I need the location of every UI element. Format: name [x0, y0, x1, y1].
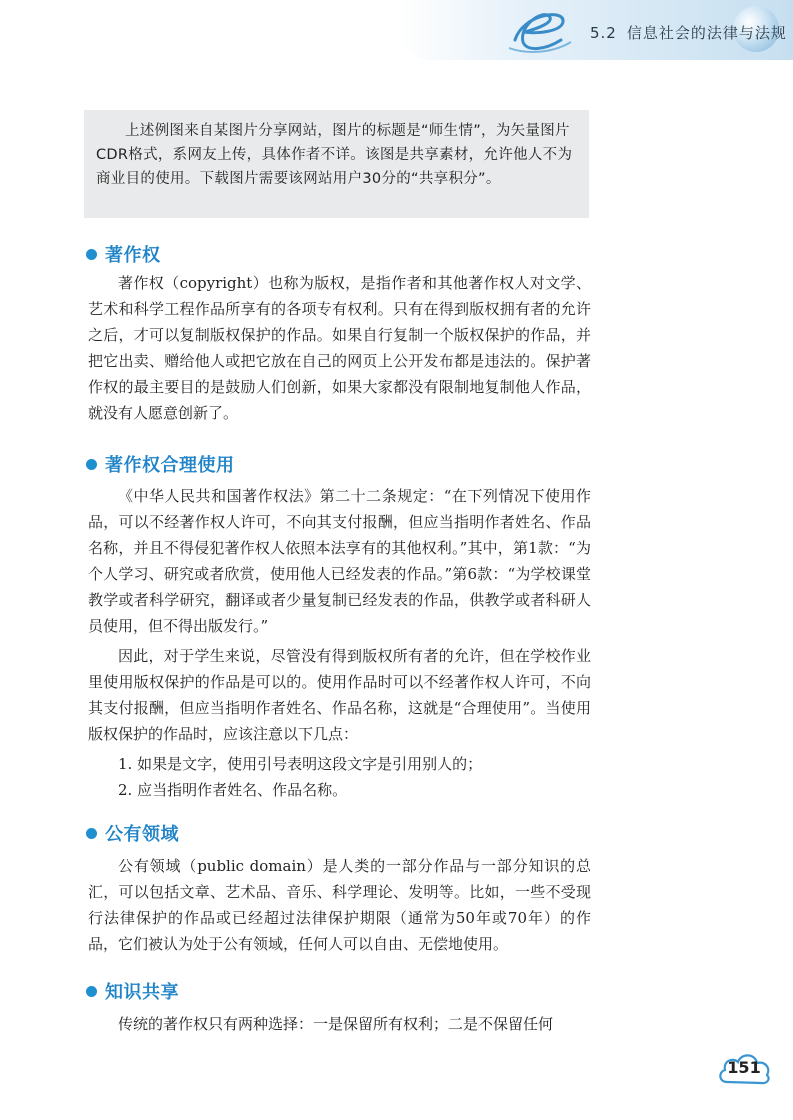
- bullet-icon: [86, 828, 97, 839]
- example-note-box: [84, 110, 589, 218]
- section-heading-public-domain: 公有领域: [86, 820, 179, 846]
- section-heading-copyright: 著作权: [86, 241, 161, 267]
- running-header: [590, 22, 787, 43]
- list-item: 1. 如果是文字，使用引号表明这段文字是引用别人的；: [118, 755, 483, 773]
- section-heading-knowledge-sharing: 知识共享: [86, 978, 179, 1004]
- bullet-icon: [86, 249, 97, 260]
- paragraph: 因此，对于学生来说，尽管没有得到版权所有者的允许，但在学校作业里使用版权保护的作品是可以的。使用作品时可以不经著作权人许可，不向其支付报酬，但应当指明作者姓名、作品名称，这就是“合理使用”。当使用版权保护的作品时，应该注意以下几点：: [88, 647, 591, 743]
- paragraph: 公有领域（public domain）是人类的一部分作品与一部分知识的总汇，可以包括文章、艺术品、音乐、科学理论、发明等。比如，一些不受现行法律保护的作品或已经超过法律保护期限（通常为50年或70年）的作品，它们被认为处于公有领域，任何人可以自由、无偿地使用。: [88, 857, 591, 953]
- note-text: 上述例图来自某图片分享网站，图片的标题是“师生情”，为矢量图片CDR格式，系网友上传，具体作者不详。该图是共享素材，允许他人不为商业目的使用。下载图片需要该网站用户30分的“共享积分”。: [96, 123, 573, 187]
- section-heading-fair-use: 著作权合理使用: [86, 451, 235, 477]
- bullet-icon: [86, 459, 97, 470]
- section-title: 信息社会的法律与法规: [626, 24, 787, 42]
- paragraph: 《中华人民共和国著作权法》第二十二条规定：“在下列情况下使用作品，可以不经著作权人许可，不向其支付报酬，但应当指明作者姓名、作品名称，并且不得侵犯著作权人依照本法享有的其他权利。”其中，第1款：“为个人学习、研究或者欣赏，使用他人已经发表的作品。”第6款：“为学校课堂教学或者科学研究，翻译或者少量复制已经发表的作品，供教学或者科研人员使用，但不得出版发行。”: [88, 487, 591, 635]
- bullet-icon: [86, 986, 97, 997]
- page-number: 151: [727, 1058, 761, 1077]
- paragraph: 著作权（copyright）也称为版权，是指作者和其他著作权人对文学、艺术和科学工程作品所享有的各项专有权利。只有在得到版权拥有者的允许之后，才可以复制版权保护的作品。如果自行复制一个版权保护的作品，并把它出卖、赠给他人或把它放在自己的网页上公开发布都是违法的。保护著作权的最主要目的是鼓励人们创新，如果大家都没有限制地复制他人作品，就没有人愿意创新了。: [88, 274, 591, 422]
- paragraph: 传统的著作权只有两种选择：一是保留所有权利；二是不保留任何: [118, 1015, 554, 1033]
- section-number: 5.2: [590, 24, 617, 42]
- e-logo-icon: [505, 4, 575, 56]
- list-item: 2. 应当指明作者姓名、作品名称。: [118, 781, 348, 799]
